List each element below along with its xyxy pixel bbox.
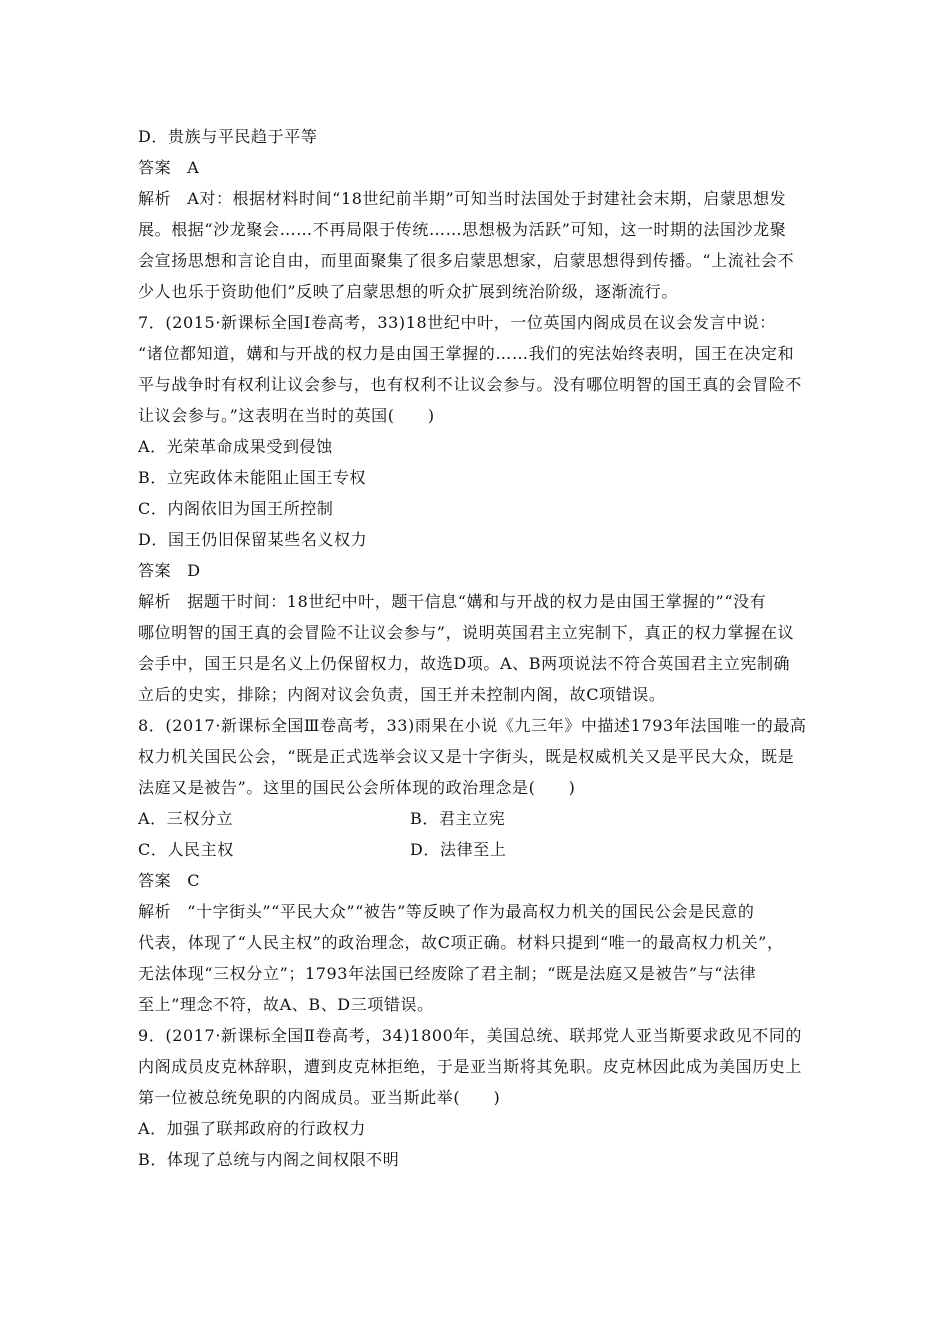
q7-analysis-line-1 xyxy=(138,586,818,617)
analysis-label: 解析 xyxy=(138,592,172,611)
q8-options-row-1 xyxy=(138,803,818,834)
q8-option-d: D．法律至上 xyxy=(410,840,507,859)
q7-option-d: D．国王仍旧保留某些名义权力 xyxy=(138,530,368,549)
answer-value: A xyxy=(187,158,200,177)
q6-option-d: D．贵族与平民趋于平等 xyxy=(138,127,318,146)
answer-value: C xyxy=(187,871,201,890)
analysis-label: 解析 xyxy=(138,902,172,921)
q8-option-c: C．人民主权 xyxy=(138,840,234,859)
q9-stem-line-2: 内阁成员皮克林辞职，遭到皮克林拒绝，于是亚当斯将其免职。皮克林因此成为美国历史上 xyxy=(138,1057,803,1076)
q8-stem-line-1: 8．(2017·新课标全国Ⅲ卷高考，33)雨果在小说《九三年》中描述1793年法国唯一的最高 xyxy=(138,716,807,735)
q9-stem-line-3: 第一位被总统免职的内阁成员。亚当斯此举( ) xyxy=(138,1088,501,1107)
q7-analysis-line-2: 哪位明智的国王真的会冒险不让议会参与”，说明英国君主立宪制下，真正的权力掌握在议 xyxy=(138,623,795,642)
q6-analysis-line-3: 会宣扬思想和言论自由，而里面聚集了很多启蒙思想家，启蒙思想得到传播。“上流社会不 xyxy=(138,251,795,270)
answer-label: 答案 xyxy=(138,158,172,177)
q6-analysis-line-1 xyxy=(138,183,818,214)
analysis-text: A对：根据材料时间“18世纪前半期”可知当时法国处于封建社会末期，启蒙思想发 xyxy=(187,189,787,208)
q8-options-row-2 xyxy=(138,834,818,865)
answer-label: 答案 xyxy=(138,871,172,890)
q7-stem-line-2: “诸位都知道，媾和与开战的权力是由国王掌握的……我们的宪法始终表明，国王在决定和 xyxy=(138,344,795,363)
q8-analysis-line-1 xyxy=(138,896,818,927)
q8-option-b: B．君主立宪 xyxy=(410,809,506,828)
q7-option-c: C．内阁依旧为国王所控制 xyxy=(138,499,334,518)
q9-option-a: A．加强了联邦政府的行政权力 xyxy=(138,1119,366,1138)
q6-analysis-line-2: 展。根据“沙龙聚会……不再局限于传统……思想极为活跃”可知，这一时期的法国沙龙聚 xyxy=(138,220,787,239)
answer-value: D xyxy=(187,561,201,580)
q7-answer xyxy=(138,555,818,586)
q8-analysis-line-4: 至上”理念不符，故A、B、D三项错误。 xyxy=(138,995,434,1014)
analysis-text: 据题干时间：18世纪中叶，题干信息“媾和与开战的权力是由国王掌握的”“没有 xyxy=(187,592,767,611)
analysis-text: “十字街头”“平民大众”“被告”等反映了作为最高权力机关的国民公会是民意的 xyxy=(187,902,755,921)
q9-option-b: B．体现了总统与内阁之间权限不明 xyxy=(138,1150,400,1169)
q6-analysis-line-4: 少人也乐于资助他们”反映了启蒙思想的听众扩展到统治阶级，逐渐流行。 xyxy=(138,282,678,301)
q7-option-b: B．立宪政体未能阻止国王专权 xyxy=(138,468,367,487)
q7-analysis-line-3: 会手中，国王只是名义上仍保留权力，故选D项。A、B两项说法不符合英国君主立宪制确 xyxy=(138,654,791,673)
analysis-label: 解析 xyxy=(138,189,172,208)
q8-stem-line-2: 权力机关国民公会，“既是正式选举会议又是十字街头，既是权威机关又是平民大众，既是 xyxy=(138,747,795,766)
q8-answer xyxy=(138,865,818,896)
q6-answer xyxy=(138,152,818,183)
q7-stem-line-4: 让议会参与。”这表明在当时的英国( ) xyxy=(138,406,435,425)
q7-stem-line-3: 平与战争时有权利让议会参与，也有权利不让议会参与。没有哪位明智的国王真的会冒险不 xyxy=(138,375,803,394)
page-content xyxy=(138,121,818,1175)
answer-label: 答案 xyxy=(138,561,172,580)
q8-analysis-line-2: 代表，体现了“人民主权”的政治理念，故C项正确。材料只提到“唯一的最高权力机关”， xyxy=(138,933,784,952)
q8-option-a: A．三权分立 xyxy=(138,809,234,828)
q7-analysis-line-4: 立后的史实，排除；内阁对议会负责，国王并未控制内阁，故C项错误。 xyxy=(138,685,666,704)
q7-option-a: A．光荣革命成果受到侵蚀 xyxy=(138,437,333,456)
q7-stem-line-1: 7．(2015·新课标全国Ⅰ卷高考，33)18世纪中叶，一位英国内阁成员在议会发言中说： xyxy=(138,313,776,332)
q8-stem-line-3: 法庭又是被告”。这里的国民公会所体现的政治理念是( ) xyxy=(138,778,576,797)
q8-analysis-line-3: 无法体现“三权分立”；1793年法国已经废除了君主制；“既是法庭又是被告”与“法律 xyxy=(138,964,757,983)
q9-stem-line-1: 9．(2017·新课标全国Ⅱ卷高考，34)1800年，美国总统、联邦党人亚当斯要求政见不同的 xyxy=(138,1026,803,1045)
